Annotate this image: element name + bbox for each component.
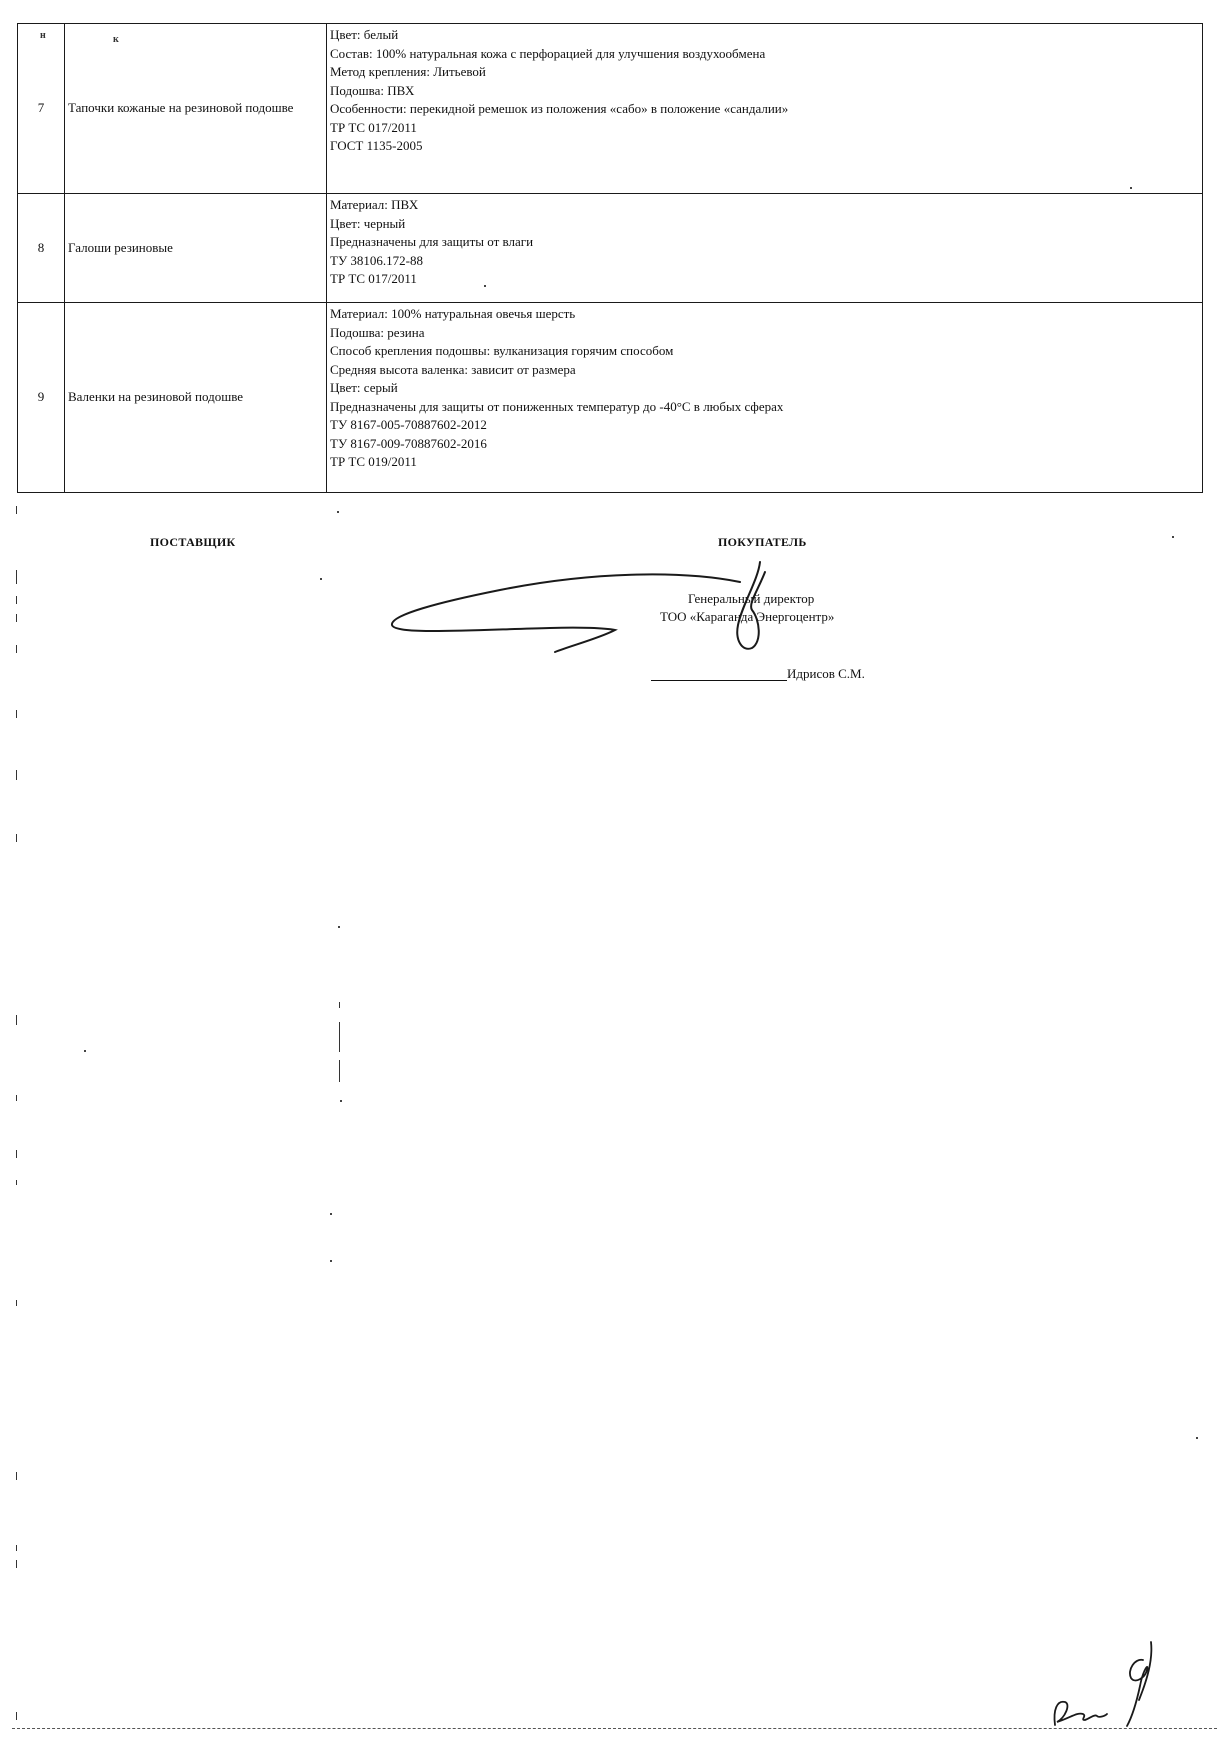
signature-line [651,680,787,681]
scan-artifact [16,1150,17,1158]
scan-artifact [339,1022,340,1052]
header-mark-left: н [40,30,46,41]
scan-artifact [337,511,339,513]
scan-artifact [16,645,17,653]
description-line: Предназначены для защиты от влаги [330,234,534,249]
description-line: Цвет: белый [330,27,399,42]
row-number: 7 [18,24,65,194]
description-line: Предназначены для защиты от пониженных температур до -40°С в любых сферах [330,398,784,414]
scan-artifact [340,1100,342,1102]
item-description [327,303,1203,493]
scan-artifact [16,770,17,780]
item-description [327,24,1203,194]
scan-artifact [16,596,17,604]
scan-artifact [16,834,17,842]
scan-artifact [484,285,486,287]
description-line: Метод крепления: Литьевой [330,64,486,79]
header-mark-mid: к [113,34,119,45]
scan-artifact [16,710,17,718]
description-line: ТУ 8167-009-70887602-2016 [330,435,487,451]
buyer-name: Идрисов С.М. [787,666,865,681]
scan-artifact [16,1095,17,1101]
description-line: ТУ 38106.172-88 [330,252,423,268]
scan-artifact [330,1260,332,1262]
description-line: Способ крепления подошвы: вулканизация горячим способом [330,343,674,358]
scan-artifact [320,578,322,580]
table-row-7 [18,24,1203,194]
scan-artifact [16,1545,17,1551]
scan-artifact [1196,1437,1198,1439]
description-line: Средняя высота валенка: зависит от размера [330,361,576,377]
description-line: ГОСТ 1135-2005 [330,138,423,153]
scan-edge-dashes [12,1728,1217,1729]
scan-artifact [338,926,340,928]
scan-artifact [16,1015,17,1025]
row-number: 8 [18,194,65,303]
scan-artifact [16,1472,17,1480]
scan-artifact [84,1050,86,1052]
item-name: Валенки на резиновой подошве [65,303,327,493]
handwritten-initials [1035,1630,1185,1730]
description-line: ТР ТС 019/2011 [330,454,417,469]
description-line: Цвет: черный [330,215,406,231]
buyer-company: ТОО «Караганда Энергоцентр» [660,609,835,624]
item-description [327,194,1203,303]
supplier-label: ПОСТАВЩИК [150,535,236,549]
scan-artifact [339,1060,340,1082]
handwritten-signature [380,560,810,660]
scan-artifact [330,1213,332,1215]
buyer-label: ПОКУПАТЕЛЬ [718,535,807,549]
table-row-9 [18,303,1203,493]
table-row-8 [18,194,1203,303]
description-line: Особенности: перекидной ремешок из положения «сабо» в положение «сандалии» [330,101,789,116]
scan-artifact [16,1180,17,1185]
description-line: ТР ТС 017/2011 [330,119,417,135]
scan-artifact [16,1712,17,1720]
description-line: Цвет: серый [330,380,398,395]
scan-artifact [16,1300,17,1306]
scan-artifact [16,614,17,622]
description-line: Подошва: резина [330,324,425,340]
scan-artifact [16,570,17,584]
scan-artifact [16,1560,17,1568]
item-name: Тапочки кожаные на резиновой подошве [65,24,327,194]
specification-table [17,23,1203,493]
description-line: Материал: 100% натуральная овечья шерсть [330,306,576,321]
description-line: Материал: ПВХ [330,197,419,212]
scan-artifact [1130,187,1132,189]
row-number: 9 [18,303,65,493]
description-line: ТУ 8167-005-70887602-2012 [330,417,487,432]
scan-artifact [16,506,17,514]
scan-artifact [339,1002,340,1008]
description-line: Состав: 100% натуральная кожа с перфорацией для улучшения воздухообмена [330,45,766,61]
scan-artifact [1172,536,1174,538]
description-line: Подошва: ПВХ [330,82,415,98]
description-line: ТР ТС 017/2011 [330,271,417,286]
item-name: Галоши резиновые [65,194,327,303]
buyer-position: Генеральный директор [688,591,815,606]
